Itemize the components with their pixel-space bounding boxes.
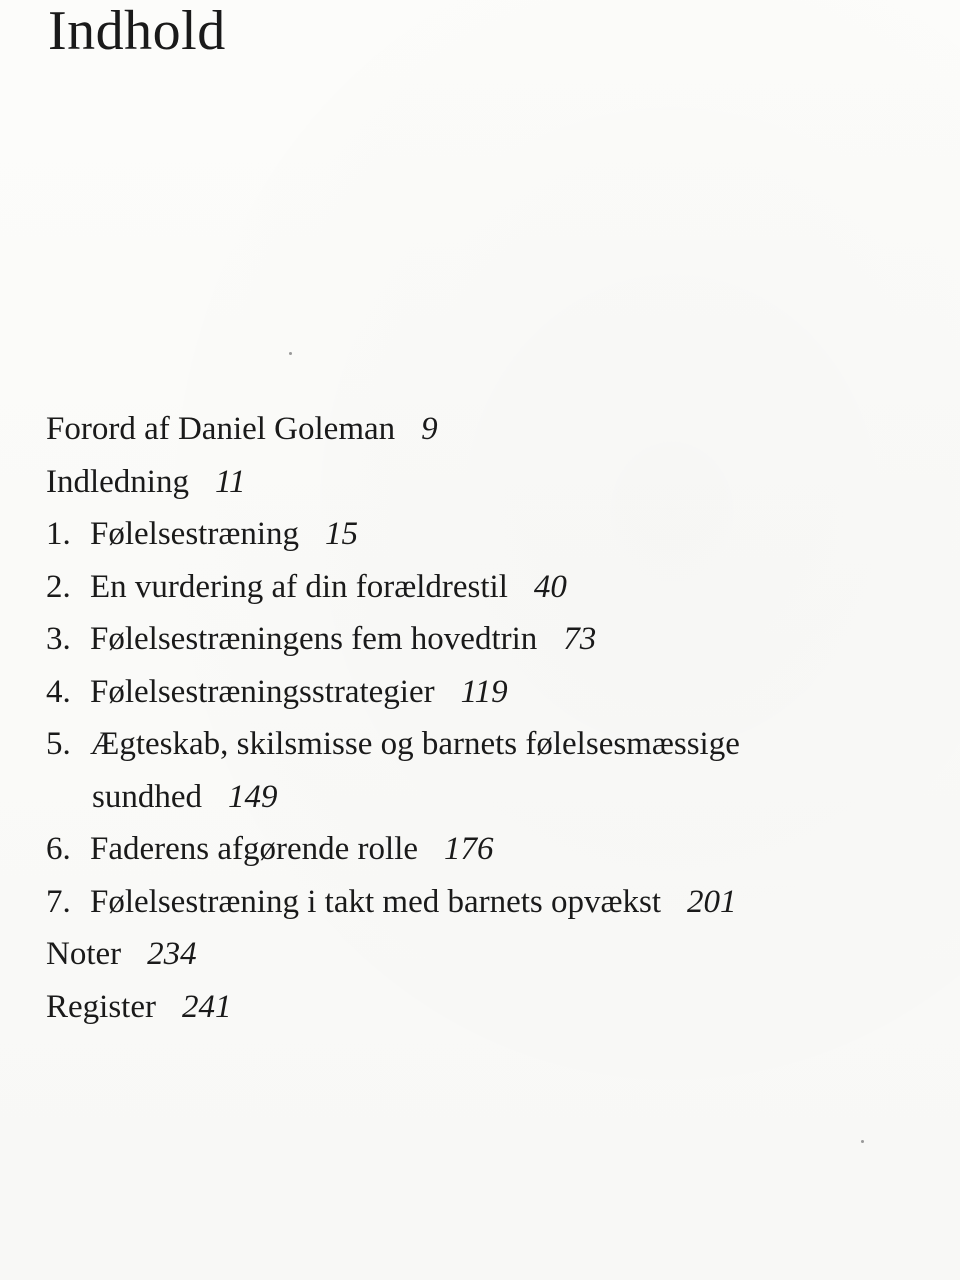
toc-entry-text: Faderens afgørende rolle bbox=[90, 831, 419, 867]
toc-entry-index[interactable] bbox=[46, 981, 740, 1034]
toc-chapter-number: 3. bbox=[46, 621, 71, 657]
toc-entry-notes[interactable] bbox=[46, 928, 740, 981]
toc-entry-chapter-6[interactable] bbox=[46, 823, 740, 876]
toc-chapter-number: 2. bbox=[46, 568, 71, 605]
toc-page-number: 9 bbox=[421, 411, 438, 447]
toc-entry-continuation bbox=[46, 771, 740, 824]
toc-entry-foreword[interactable] bbox=[46, 403, 740, 456]
toc-entry-text: Register bbox=[46, 988, 156, 1025]
table-of-contents bbox=[46, 403, 740, 1033]
toc-chapter-number: 1. bbox=[46, 516, 71, 552]
page-title: Indhold bbox=[48, 0, 226, 62]
toc-page-number: 40 bbox=[533, 568, 567, 605]
toc-entry-text-continued: sundhed bbox=[92, 778, 202, 815]
toc-page-number: 241 bbox=[181, 988, 232, 1025]
toc-entry-chapter-3[interactable] bbox=[46, 613, 740, 666]
toc-entry-text: Følelsestræningsstrategier bbox=[90, 673, 435, 710]
toc-chapter-number: 4. bbox=[46, 673, 71, 710]
toc-entry-text: Forord af Daniel Goleman bbox=[46, 411, 396, 447]
toc-page-number: 119 bbox=[460, 673, 508, 710]
toc-entry-text: Ægteskab, skilsmisse og barnets følelsesmæssige bbox=[90, 726, 740, 762]
toc-chapter-number: 5. bbox=[46, 726, 71, 762]
toc-entry-text: En vurdering af din forældrestil bbox=[90, 568, 508, 605]
toc-entry-text: Følelsestræning i takt med barnets opvækst bbox=[90, 883, 662, 920]
paper-speck bbox=[289, 352, 292, 355]
toc-entry-text: Indledning bbox=[46, 463, 189, 500]
toc-page-number: 11 bbox=[214, 463, 246, 500]
toc-entry-chapter-1[interactable] bbox=[46, 508, 740, 561]
toc-page-number: 73 bbox=[563, 621, 597, 657]
toc-page-number: 149 bbox=[228, 778, 278, 815]
toc-entry-text: Noter bbox=[46, 936, 122, 972]
toc-entry-chapter-7[interactable] bbox=[46, 876, 740, 929]
paper-speck bbox=[861, 1140, 864, 1143]
toc-entry-chapter-4[interactable] bbox=[46, 666, 740, 719]
toc-page-number: 176 bbox=[444, 831, 494, 867]
toc-entry-introduction[interactable] bbox=[46, 456, 740, 509]
toc-chapter-number: 6. bbox=[46, 831, 71, 867]
toc-page-number: 15 bbox=[325, 516, 359, 552]
toc-page-number: 234 bbox=[147, 936, 197, 972]
toc-entry-text: Følelsestræningens fem hovedtrin bbox=[90, 621, 538, 657]
toc-entry-text: Følelsestræning bbox=[90, 516, 300, 552]
toc-entry-chapter-2[interactable] bbox=[46, 561, 740, 614]
toc-entry-chapter-5[interactable] bbox=[46, 718, 740, 823]
toc-page-number: 201 bbox=[687, 883, 737, 920]
toc-chapter-number: 7. bbox=[46, 883, 71, 920]
